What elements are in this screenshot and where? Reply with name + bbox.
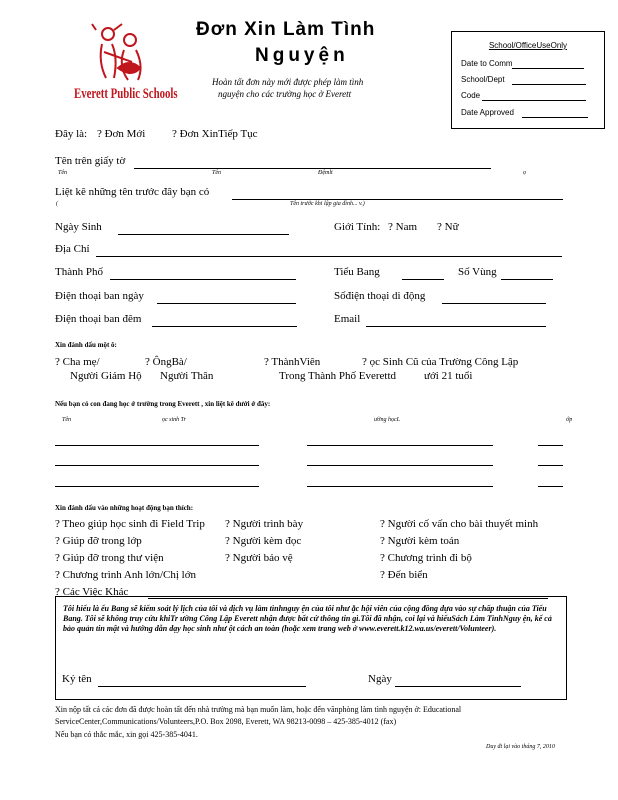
- grandparent-label-line2: Người Thân: [160, 370, 214, 382]
- dob-field[interactable]: [118, 234, 289, 235]
- updated-date: Duy đt lại vào tháng 7, 2010: [486, 744, 555, 750]
- footer-line-3: Nếu bạn có thắc mắc, xin gọi 425-385-4041.: [55, 730, 198, 739]
- signature-date-field[interactable]: [395, 686, 521, 687]
- consent-text: Tôi hiểu là ểu Bang sẽ kiểm soát lý lịch của tôi và dịch vụ làm tìnhnguy ện của tôi như ặc hội viên của cộng đồng dựa vào sự chấp thuận của Tiểu Bang. Tôi sẽ không truy cứu khiTr ường Công Lập Everett nhận được bất cứ thông tin gì.Tôi đã nhận, coi lại và hiểuSách Làm TìnhNguy ện, kể cả bảo quản tin mật và hướng dẫn dạy học sinh như ột cách an toàn (hoặc xem trang web ở www.everett.k12.wa.us/everett/Volunteer).: [63, 604, 552, 633]
- child-3-class-field[interactable]: [538, 486, 563, 487]
- activity-other-checkbox[interactable]: ? Các Việc Khác: [55, 586, 129, 598]
- page-title-line2: Nguyện: [255, 45, 349, 66]
- footer-line-2: ServiceCenter,Communications/Volunteers,P.O. Box 2098, Everett, WA 98213-0098 – 425-385-4012 (fax): [55, 717, 397, 726]
- gender-label: Giới Tính:: [334, 221, 381, 233]
- dob-label: Ngày Sinh: [55, 221, 102, 233]
- address-field[interactable]: [96, 256, 562, 257]
- logo-figures-icon: [88, 22, 158, 84]
- child-2-name-field[interactable]: [55, 465, 259, 466]
- child-2-school-field[interactable]: [307, 465, 493, 466]
- office-field-code[interactable]: [482, 100, 586, 101]
- former-student-label-line2: ưới 21 tuổi: [424, 370, 473, 382]
- community-member-checkbox[interactable]: ? ThànhViên: [264, 356, 321, 368]
- previous-names-label: Liệt kê những tên trước đây bạn có: [55, 186, 210, 198]
- activity-walking-checkbox[interactable]: ? Chương trình đi bộ: [380, 552, 472, 564]
- activity-library-checkbox[interactable]: ? Giúp đỡ trong thư viện: [55, 552, 164, 564]
- page-subtitle-line2: nguyện cho các trường học ở Everett: [218, 89, 352, 99]
- email-field[interactable]: [366, 326, 546, 327]
- city-field[interactable]: [110, 279, 296, 280]
- activity-math-tutor-checkbox[interactable]: ? Người kèm toán: [380, 535, 460, 547]
- former-student-checkbox[interactable]: ? ọc Sinh Cũ của Trường Công Lập: [362, 356, 519, 368]
- page-title-line1: Đơn Xin Làm Tình: [196, 19, 376, 40]
- child-3-name-field[interactable]: [55, 486, 259, 487]
- night-phone-label: Điện thoại ban đêm: [55, 313, 142, 325]
- school-logo: [74, 22, 184, 112]
- new-application-checkbox[interactable]: ? Đơn Mới: [97, 128, 146, 140]
- activities-heading: Xin đánh dấu vào những hoạt động bạn thích:: [55, 504, 194, 512]
- legal-name-hint-2: Tên: [212, 170, 221, 176]
- application-type-label: Đây là:: [55, 128, 88, 140]
- signature-field[interactable]: [98, 686, 306, 687]
- mobile-phone-label: Sốđiện thoại di động: [334, 290, 426, 302]
- activity-presenter-checkbox[interactable]: ? Người trình bày: [225, 518, 304, 530]
- address-label: Địa Chỉ: [55, 243, 90, 255]
- page-subtitle-line1: Hoàn tất đơn này mới được phép làm tình: [212, 77, 364, 87]
- children-col-school: ường họcL: [374, 417, 400, 423]
- consent-box: [55, 596, 567, 700]
- grandparent-checkbox[interactable]: ? ÔngBà/: [145, 356, 187, 368]
- office-row-date-approved: Date Approved: [461, 108, 514, 117]
- signature-label: Ký tên: [62, 673, 92, 685]
- activity-reading-tutor-checkbox[interactable]: ? Người kèm đọc: [225, 535, 302, 547]
- children-heading: Nếu bạn có con đang học ở trường trong Everett , xin liệt kê dưới ở đây:: [55, 400, 271, 408]
- child-3-school-field[interactable]: [307, 486, 493, 487]
- activity-speech-mentor-checkbox[interactable]: ? Người cố vấn cho bài thuyết minh: [380, 518, 539, 530]
- office-row-code: Code: [461, 91, 481, 100]
- child-1-name-field[interactable]: [55, 445, 259, 446]
- previous-names-field[interactable]: [232, 199, 563, 200]
- child-1-school-field[interactable]: [307, 445, 493, 446]
- activity-big-brother-sister-checkbox[interactable]: ? Chương trình Anh lớn/Chị lớn: [55, 569, 197, 581]
- signature-date-label: Ngày: [368, 673, 392, 685]
- children-col-grade: ọc sinh Tr: [162, 417, 187, 423]
- male-checkbox[interactable]: ? Nam: [388, 221, 418, 233]
- parent-label-line2: Người Giám Hộ: [70, 370, 142, 382]
- office-field-date-comm[interactable]: [512, 68, 584, 69]
- check-one-heading: Xin đánh dấu một ô:: [55, 341, 117, 349]
- email-label: Email: [334, 313, 361, 325]
- office-row-school-dept: School/Dept: [461, 75, 505, 84]
- logo-text: Everett Public Schools: [74, 86, 178, 102]
- legal-name-field[interactable]: [134, 168, 491, 169]
- zip-field[interactable]: [501, 279, 553, 280]
- parent-checkbox[interactable]: ? Cha mẹ/: [55, 356, 100, 368]
- state-field[interactable]: [402, 279, 444, 280]
- previous-names-hint-2: Tên trước khi lập gia đình... v.): [290, 201, 365, 207]
- night-phone-field[interactable]: [152, 326, 297, 327]
- footer-line-1: Xin nộp tất cả các đơn đã được hoàn tất đến nhà trường mà bạn muốn làm, hoặc đến vănphòng làm tình nguyện ở: Educational: [55, 705, 462, 714]
- mobile-phone-field[interactable]: [442, 303, 546, 304]
- activity-security-checkbox[interactable]: ? Người bảo vệ: [225, 552, 293, 564]
- activity-classroom-checkbox[interactable]: ? Giúp đỡ trong lớp: [55, 535, 142, 547]
- zip-label: Số Vùng: [458, 266, 497, 278]
- female-checkbox[interactable]: ? Nữ: [437, 221, 459, 233]
- children-col-name: Tên: [62, 417, 71, 423]
- continue-application-checkbox[interactable]: ? Đơn XinTiếp Tục: [172, 128, 258, 140]
- legal-name-label: Tên trên giấy tờ: [55, 155, 126, 167]
- legal-name-hint-4: ọ: [523, 170, 526, 176]
- previous-names-hint-1: (: [56, 201, 58, 207]
- office-row-date-comm: Date to Comm: [461, 59, 513, 68]
- child-1-class-field[interactable]: [538, 445, 563, 446]
- children-col-class: ớp: [566, 417, 573, 423]
- city-label: Thành Phố: [55, 266, 103, 278]
- day-phone-field[interactable]: [157, 303, 296, 304]
- office-field-date-approved[interactable]: [522, 117, 588, 118]
- activity-beach-checkbox[interactable]: ? Đến biển: [380, 569, 428, 581]
- legal-name-hint-1: Tên: [58, 170, 67, 176]
- community-member-label-line2: Trong Thành Phố Everettd: [279, 370, 397, 382]
- legal-name-hint-3: Đệmlt: [318, 170, 333, 176]
- activity-field-trip-checkbox[interactable]: ? Theo giúp học sinh đi Field Trip: [55, 518, 205, 530]
- child-2-class-field[interactable]: [538, 465, 563, 466]
- state-label: Tiểu Bang: [334, 266, 380, 278]
- office-use-box: [451, 31, 605, 129]
- office-use-heading: School/OfficeUseOnly: [488, 41, 568, 50]
- office-field-school-dept[interactable]: [512, 84, 586, 85]
- day-phone-label: Điện thoại ban ngày: [55, 290, 144, 302]
